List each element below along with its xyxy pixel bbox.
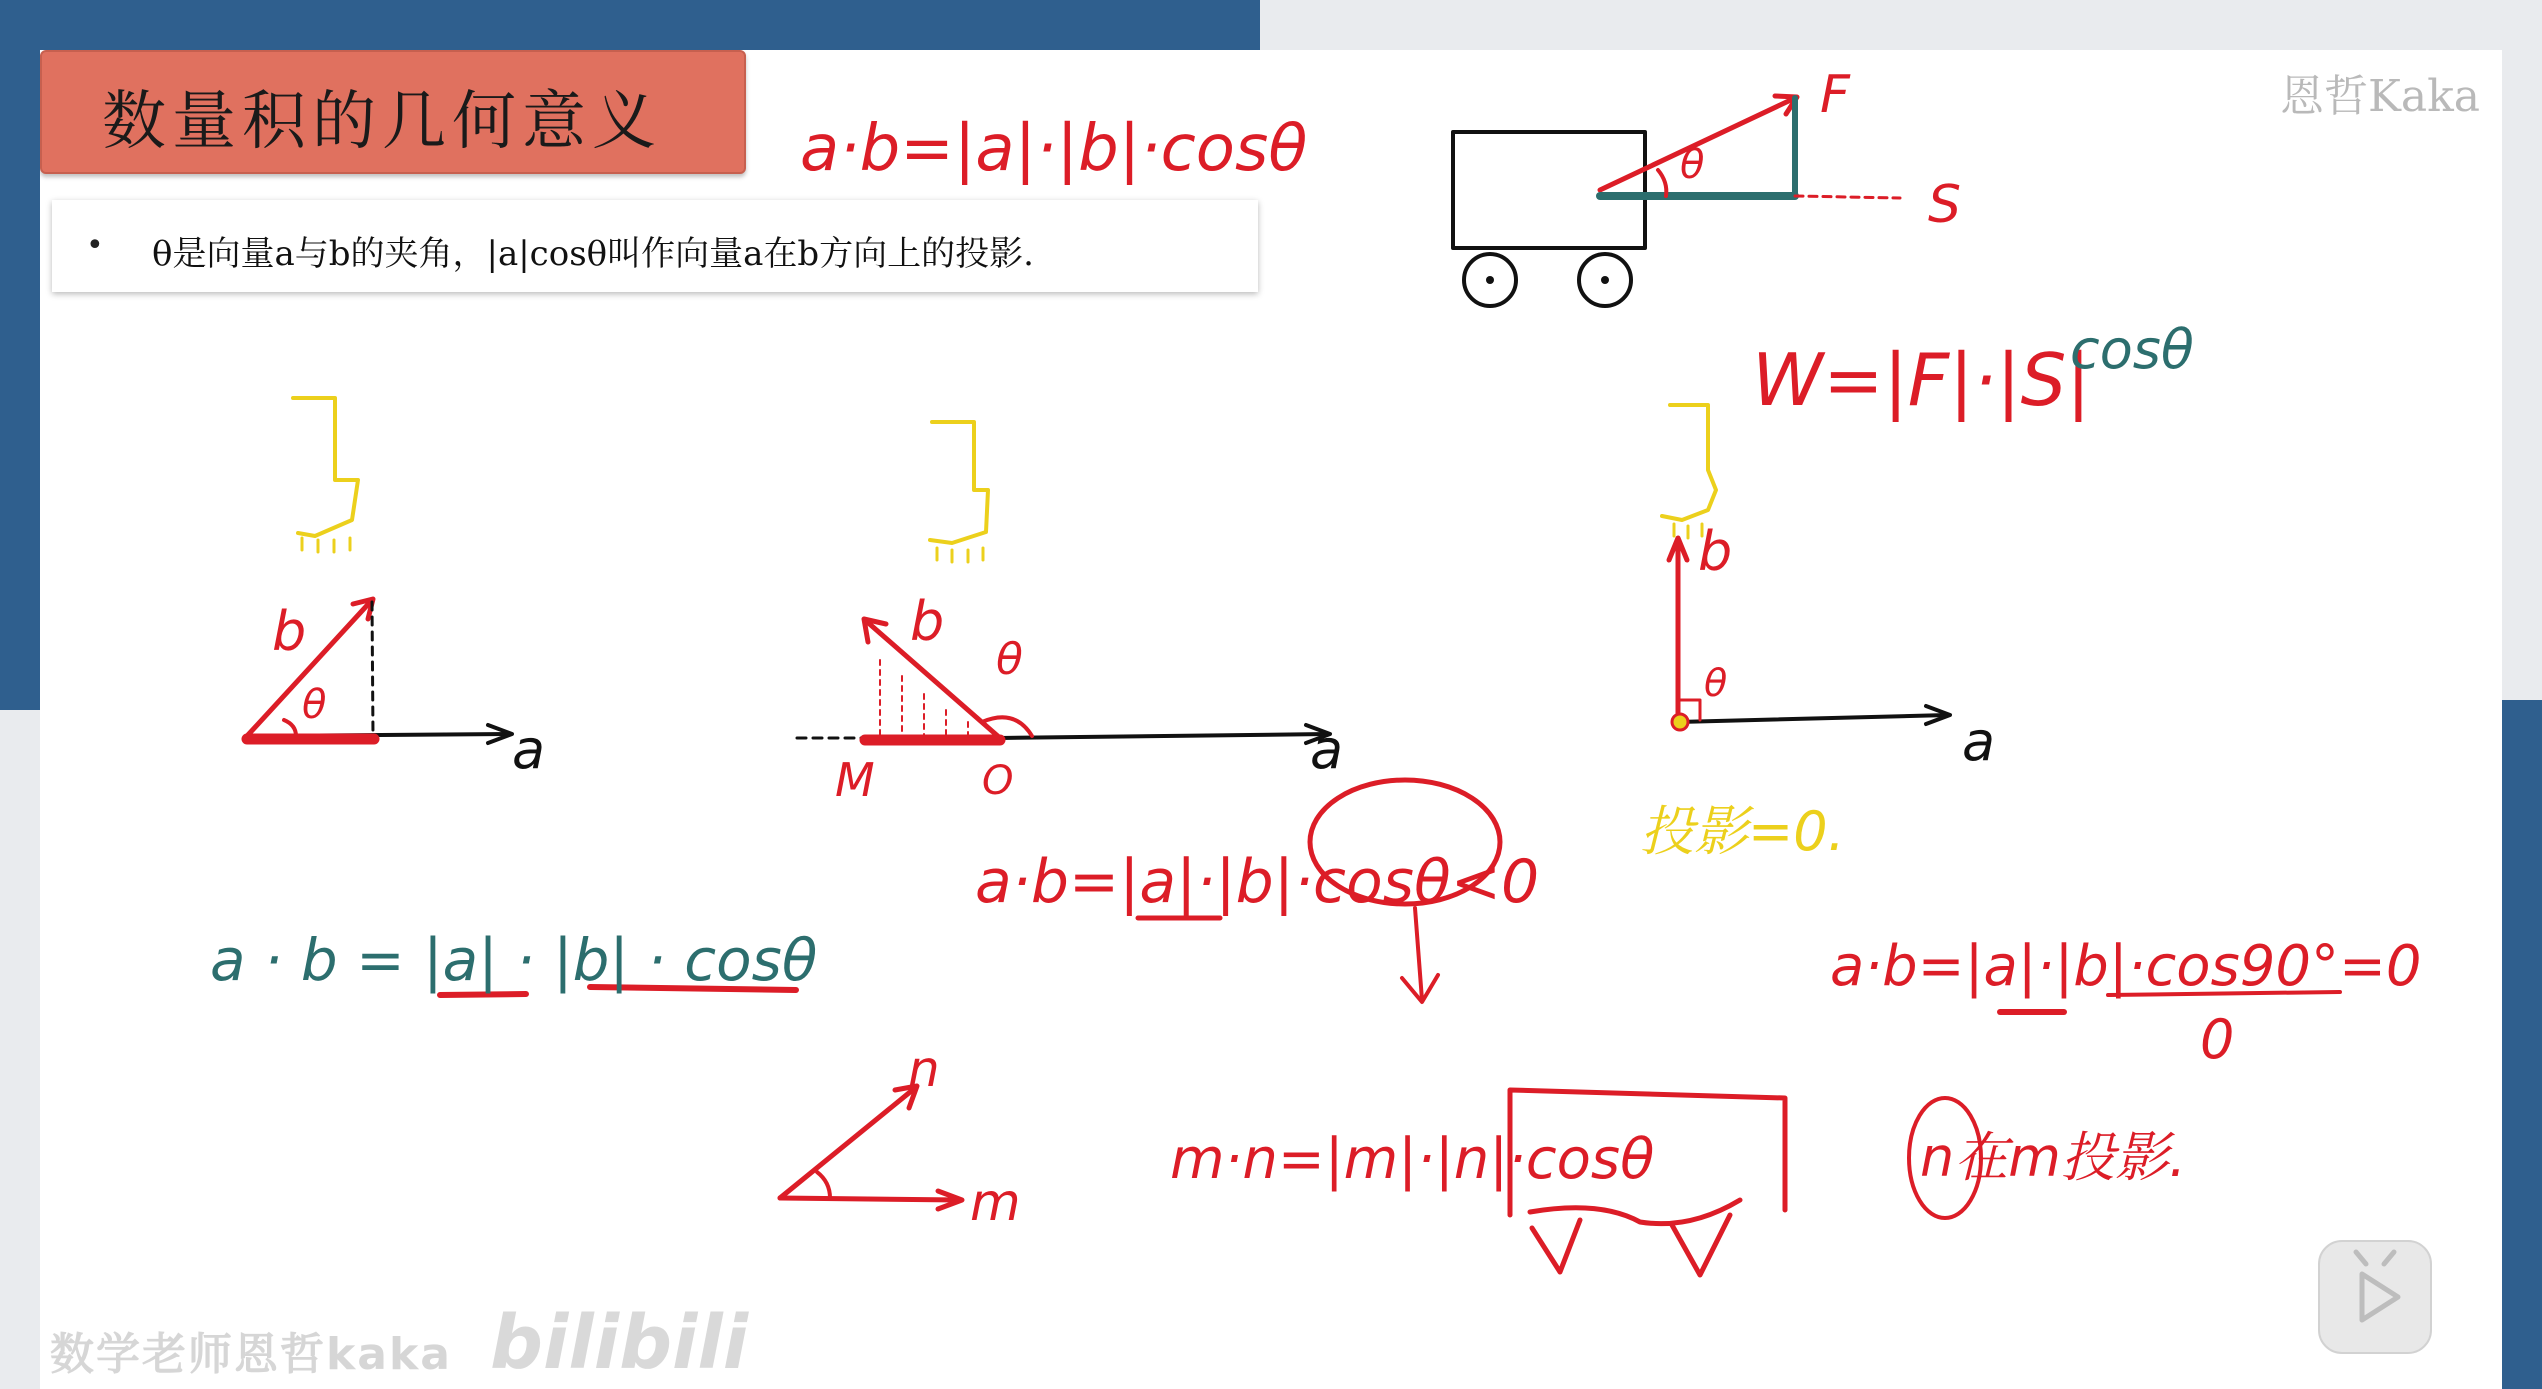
slide-title: 数量积的几何意义	[102, 85, 662, 159]
projection-zero: 投影=0.	[1640, 800, 1845, 863]
diagram-3-vector-a	[1678, 715, 1948, 722]
lamp-1	[293, 398, 358, 536]
diagram-1-angle: θ	[302, 682, 327, 728]
slide-canvas	[40, 50, 2502, 1389]
wave-underline	[1530, 1200, 1740, 1224]
wheel-axle-right	[1601, 276, 1609, 284]
work-formula: W=|F|·|S|	[1752, 338, 2091, 422]
projection-n-on-m: n在m投影.	[1920, 1126, 2186, 1189]
lamp-3	[1662, 405, 1716, 520]
label-S: S	[1928, 175, 1962, 235]
mn-vector-m	[780, 1198, 960, 1200]
formula-mn: m·n=|m|·|n|·cosθ	[1170, 1127, 1655, 1192]
mn-label-n: n	[908, 1040, 940, 1098]
diagram-2-label-O: O	[982, 758, 1014, 804]
cart-body	[1453, 132, 1645, 248]
handwriting-layer	[40, 50, 2502, 1389]
author-watermark: 恩哲Kaka	[2280, 71, 2480, 122]
formula-ninety: a·b=|a|·|b|·cos90°=0	[1830, 934, 2422, 999]
play-button[interactable]	[2318, 1240, 2432, 1354]
formula-ninety-zero: 0	[2200, 1008, 2235, 1071]
label-F: F	[1820, 65, 1850, 125]
diagram-1-label-a: a	[512, 718, 546, 781]
frame-border-left	[0, 0, 40, 710]
underline-abs-a	[440, 994, 526, 995]
lamp-1-rays	[302, 538, 350, 552]
diagram-2-label-b: b	[910, 590, 945, 653]
lamp-2	[930, 422, 988, 543]
mn-angle-arc	[817, 1172, 830, 1198]
formula-left: a · b = |a| · |b| · cosθ	[210, 926, 818, 994]
formula-top: a·b=|a|·|b|·cosθ	[800, 112, 1308, 186]
diagram-2-label-a: a	[1310, 718, 1344, 781]
diagram-3-label-a: a	[1962, 710, 1996, 773]
diagram-1-label-b: b	[272, 600, 307, 663]
play-icon	[2320, 1242, 2430, 1352]
lamp-2-rays	[937, 548, 983, 562]
definition-text: θ是向量a与b的夹角，|a|cosθ叫作向量a在b方向上的投影.	[152, 234, 1034, 274]
diagram-2-label-M: M	[835, 753, 875, 807]
mn-vector-n	[780, 1088, 915, 1198]
frame-border-right	[2502, 700, 2542, 1389]
displacement-line	[1795, 196, 1900, 198]
arrow-down	[1415, 908, 1422, 1000]
check-marks	[1532, 1215, 1730, 1275]
cart-diagram	[1453, 132, 1645, 306]
diagram-3-projection-point	[1672, 714, 1688, 730]
mn-label-m: m	[970, 1173, 1021, 1233]
diagram-2-vector-a	[1000, 734, 1328, 738]
diagram-2-angle: θ	[996, 634, 1023, 685]
frame-border-top	[0, 0, 1260, 50]
bilibili-logo: bilibili	[490, 1300, 749, 1386]
cart-angle: θ	[1680, 142, 1705, 188]
bullet-dot: •	[86, 228, 104, 263]
work-formula-cos: cosθ	[2070, 318, 2194, 381]
formula-negative: a·b=|a|·|b|·cosθ<0	[975, 847, 1540, 917]
wheel-axle-left	[1486, 276, 1494, 284]
diagram-1-projection-dash	[372, 602, 373, 736]
channel-watermark: 数学老师恩哲kaka	[50, 1329, 452, 1380]
diagram-3-angle: θ	[1704, 661, 1728, 705]
diagram-3-label-b: b	[1698, 520, 1733, 583]
